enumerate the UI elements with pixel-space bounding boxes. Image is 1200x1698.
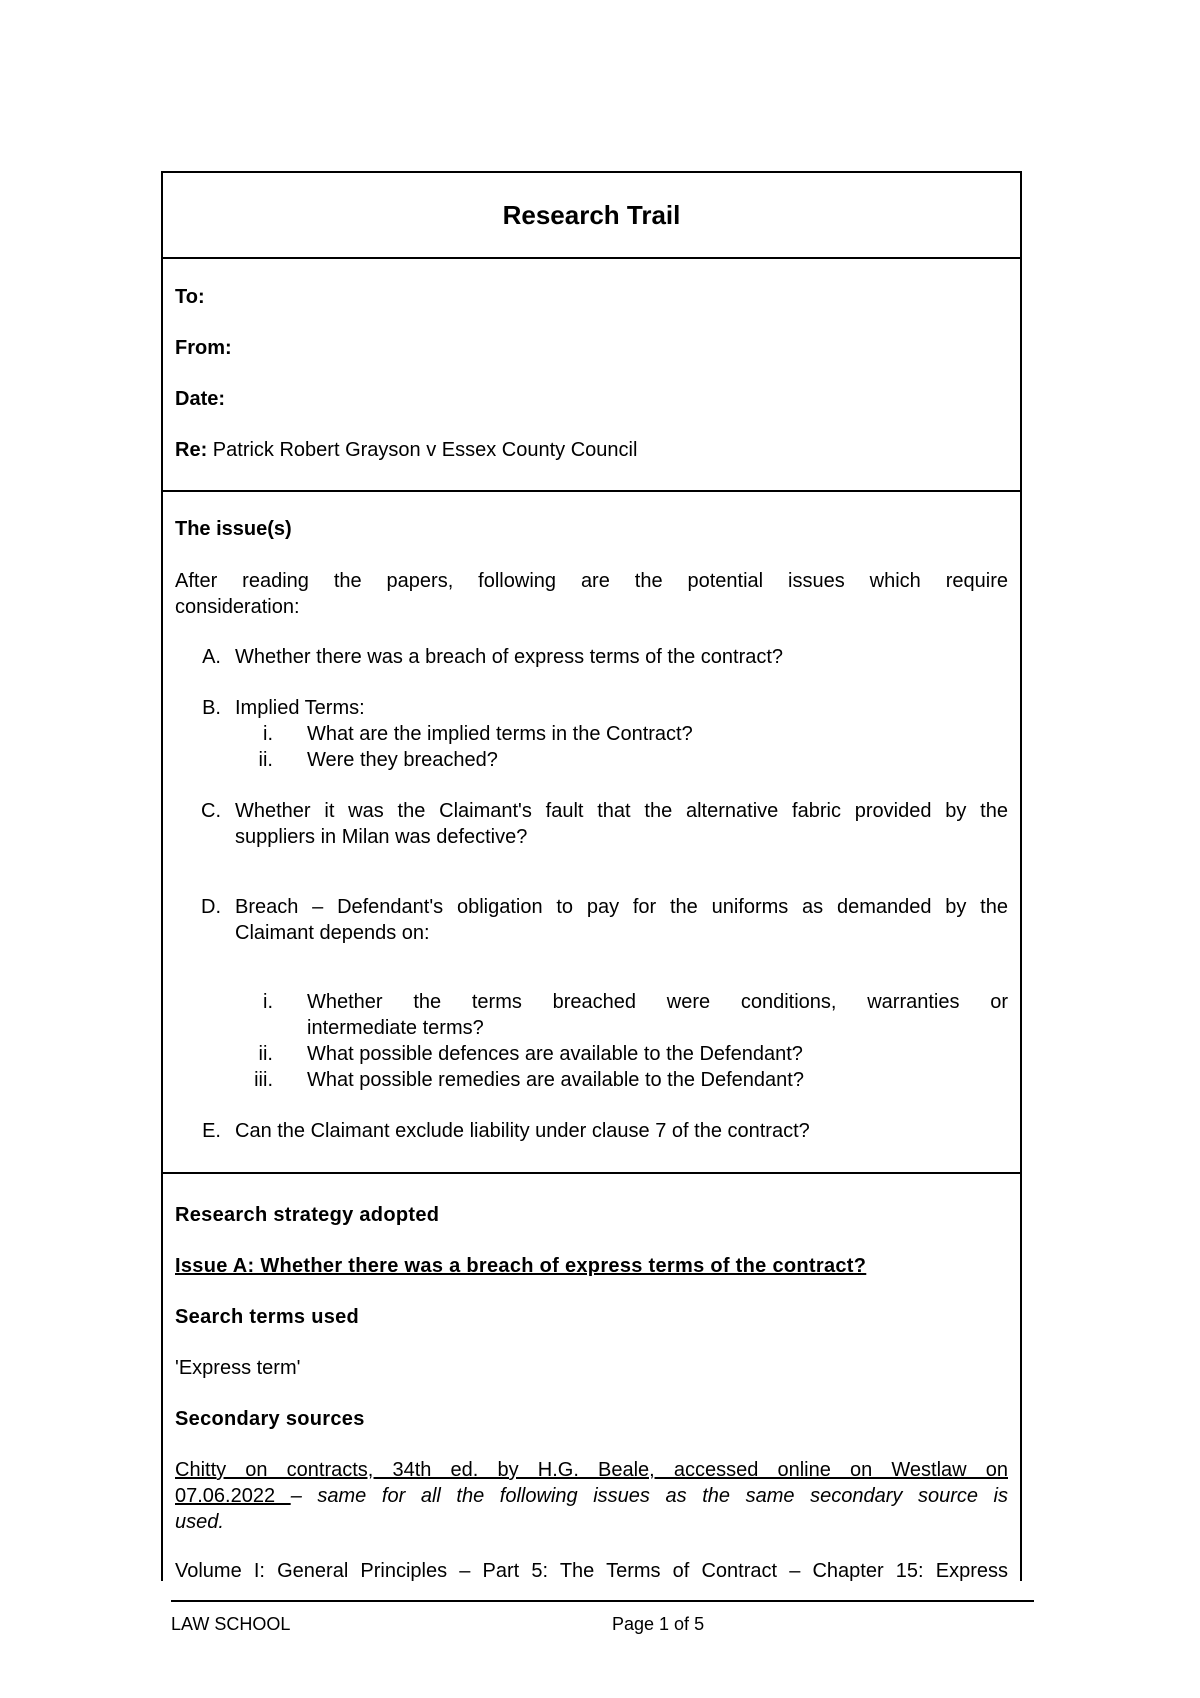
issue-b-sub-i xyxy=(175,721,1008,747)
title-section xyxy=(163,173,1020,259)
issue-d-sub-ii xyxy=(175,1041,1008,1067)
issue-a-text: Whether there was a breach of express terms of the contract? xyxy=(235,646,784,668)
issue-b-sub-ii-marker: ii. xyxy=(258,749,273,771)
source-line3 xyxy=(175,1509,1008,1535)
issue-a xyxy=(175,644,1008,670)
issue-d-sub-i-line2: intermediate terms? xyxy=(307,1017,484,1039)
issue-d-sub-i-marker: i. xyxy=(263,991,273,1013)
issue-e xyxy=(175,1118,1008,1144)
issue-b-sub-ii-text: Were they breached? xyxy=(307,749,498,771)
source-date: 07.06.2022 xyxy=(175,1485,291,1507)
memo-header-section xyxy=(163,259,1020,492)
issue-d-sub-ii-text: What possible defences are available to the Defendant? xyxy=(307,1043,803,1065)
issue-b-text: Implied Terms: xyxy=(235,697,365,719)
footer-rule xyxy=(171,1600,1034,1602)
issue-e-text: Can the Claimant exclude liability under clause 7 of the contract? xyxy=(235,1120,810,1142)
issue-d-sub-i xyxy=(175,989,1008,1041)
research-trail-table xyxy=(161,171,1022,1581)
issue-b-sub-i-text: What are the implied terms in the Contract? xyxy=(307,723,693,745)
issue-d-line1: Breach – Defendant's obligation to pay for the uniforms as demanded by the xyxy=(235,896,1008,918)
issue-c-line2: suppliers in Milan was defective? xyxy=(235,826,528,848)
to-label: To: xyxy=(175,286,205,308)
from-label: From: xyxy=(175,337,232,359)
footer-school: LAW SCHOOL xyxy=(171,1614,291,1634)
issue-c-line1: Whether it was the Claimant's fault that the alternative fabric provided by the xyxy=(235,800,1008,822)
from-line xyxy=(175,336,1008,387)
re-label: Re: xyxy=(175,439,208,461)
footer-page-number: Page 1 of 5 xyxy=(612,1614,705,1634)
issue-c-marker: C. xyxy=(201,800,221,822)
search-terms-heading: Search terms used xyxy=(175,1306,360,1328)
issues-intro-line2: consideration: xyxy=(175,596,300,618)
source-line2 xyxy=(175,1483,1008,1509)
source-line1: Chitty on contracts, 34th ed. by H.G. Beale, accessed online on Westlaw on xyxy=(175,1459,1008,1481)
document-title: Research Trail xyxy=(502,199,681,230)
secondary-sources-heading: Secondary sources xyxy=(175,1408,365,1430)
source-line3-text: used. xyxy=(175,1511,224,1533)
issue-d-sub-i-line1: Whether the terms breached were conditions, warranties or xyxy=(307,991,1008,1013)
issue-c xyxy=(175,798,1008,850)
date-label: Date: xyxy=(175,388,226,410)
issues-intro-line1: After reading the papers, following are the potential issues which require xyxy=(175,570,1008,592)
issue-b-sub-i-marker: i. xyxy=(263,723,273,745)
issue-d-sub-ii-marker: ii. xyxy=(258,1043,273,1065)
volume-line: Volume I: General Principles – Part 5: The Terms of Contract – Chapter 15: Express xyxy=(175,1560,1008,1581)
issue-b-sub-ii xyxy=(175,747,1008,773)
issue-a-marker: A. xyxy=(202,646,221,668)
issues-section xyxy=(163,492,1020,1174)
issues-heading: The issue(s) xyxy=(175,518,292,540)
re-line xyxy=(175,438,1008,489)
search-term: 'Express term' xyxy=(175,1357,301,1379)
source-note: – same for all the following issues as the same secondary source is xyxy=(290,1485,1009,1507)
issue-d-sub-iii-marker: iii. xyxy=(254,1069,273,1091)
re-value: Patrick Robert Grayson v Essex County Council xyxy=(212,439,638,461)
issue-b-marker: B. xyxy=(202,697,221,719)
issue-d-marker: D. xyxy=(201,896,221,918)
issue-b xyxy=(175,695,1008,721)
strategy-section xyxy=(163,1174,1020,1581)
issue-d xyxy=(175,894,1008,946)
to-line xyxy=(175,285,1008,336)
issue-d-sub-iii-text: What possible remedies are available to the Defendant? xyxy=(307,1069,804,1091)
issue-d-sub-iii xyxy=(175,1067,1008,1093)
date-line xyxy=(175,387,1008,438)
issue-d-line2: Claimant depends on: xyxy=(235,922,430,944)
strategy-heading: Research strategy adopted xyxy=(175,1204,440,1226)
issue-e-marker: E. xyxy=(202,1120,221,1142)
issue-a-heading: Issue A: Whether there was a breach of express terms of the contract? xyxy=(175,1255,867,1277)
